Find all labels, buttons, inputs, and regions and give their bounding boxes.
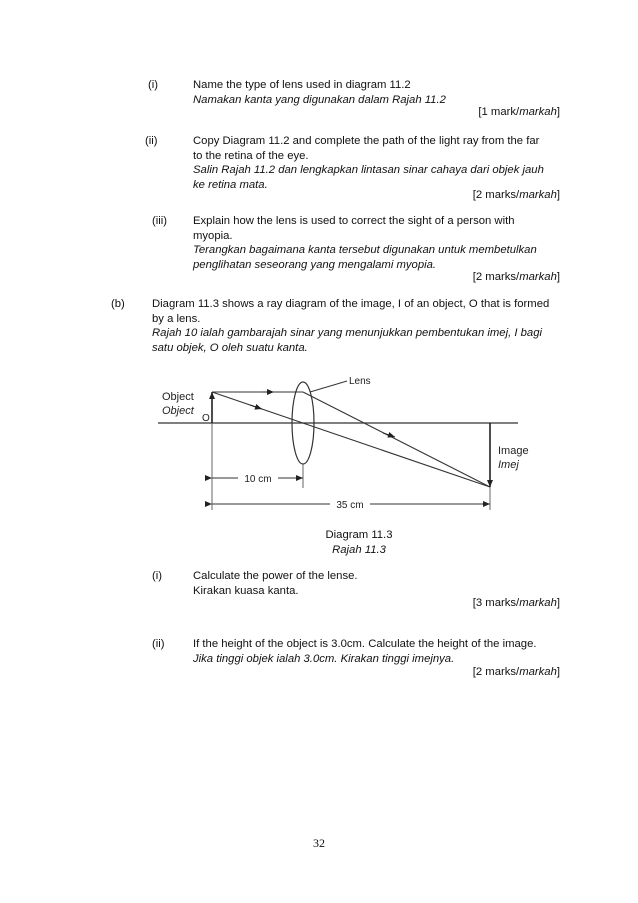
question-b-i-english: Calculate the power of the lense. [193, 570, 358, 582]
question-a-ii-malay-2: ke retina mata. [193, 178, 268, 191]
question-b-text [152, 297, 572, 355]
question-b-malay-2: satu objek, O oleh suatu kanta. [152, 341, 308, 354]
question-a-i-english: Name the type of lens used in diagram 11.2 [193, 79, 411, 91]
refracted-ray [303, 392, 490, 487]
question-a-ii-label: (ii) [145, 135, 158, 147]
lens-label: Lens [349, 376, 371, 387]
question-a-iii-english-1: Explain how the lens is used to correct the sight of a person with [193, 215, 515, 227]
question-a-iii-text [193, 214, 563, 272]
refracted-ray-arrow [383, 433, 395, 437]
question-a-iii-marks: [2 marks/markah] [472, 271, 560, 283]
question-b-i-text [193, 569, 563, 598]
question-a-ii-malay-1: Salin Rajah 11.2 dan lengkapkan lintasan sinar cahaya dari objek jauh [193, 164, 544, 176]
dimension-10cm-label: 10 cm [244, 474, 272, 485]
question-b-i-malay: Kirakan kuasa kanta. [193, 584, 299, 597]
image-label-en: Image [498, 445, 529, 457]
question-a-ii-english-2: to the retina of the eye. [193, 149, 309, 162]
question-a-i-label: (i) [148, 79, 159, 91]
centre-ray-arrow [250, 405, 262, 409]
object-o-label: O [202, 413, 210, 424]
question-a-i-malay: Namakan kanta yang digunakan dalam Rajah 11.2 [193, 93, 446, 106]
question-a-ii-text [193, 134, 563, 192]
question-b-ii-text [193, 637, 563, 666]
question-a-iii-malay-1: Terangkan bagaimana kanta tersebut digunakan untuk membetulkan [193, 244, 537, 256]
question-a-iii-label: (iii) [152, 215, 168, 227]
diagram-caption-en: Diagram 11.3 [325, 529, 393, 541]
page-number: 32 [313, 836, 325, 850]
question-b-ii-english: If the height of the object is 3.0cm. Calculate the height of the image. [193, 638, 537, 650]
diagram-caption [299, 528, 419, 557]
question-b-ii-marks: [2 marks/markah] [472, 666, 560, 678]
question-a-ii-marks: [2 marks/markah] [472, 189, 560, 201]
question-b-label: (b) [111, 298, 125, 310]
question-a-i-marks: [1 mark/markah] [478, 106, 560, 118]
question-b-ii-malay: Jika tinggi objek ialah 3.0cm. Kirakan tinggi imejnya. [193, 652, 455, 665]
question-b-i-marks: [3 marks/markah] [472, 597, 560, 609]
dimension-35cm-label: 35 cm [336, 500, 364, 511]
object-label-en: Object [162, 391, 194, 403]
image-label-ms: Imej [498, 459, 519, 471]
question-a-i-text [193, 78, 563, 107]
question-b-i-label: (i) [152, 570, 163, 582]
lens-leader [310, 381, 347, 392]
object-label-ms: Object [162, 405, 194, 417]
question-b-malay-1: Rajah 10 ialah gambarajah sinar yang menunjukkan pembentukan imej, I bagi [152, 327, 542, 339]
question-a-iii-malay-2: penglihatan seseorang yang mengalami myopia. [193, 258, 437, 271]
ray-diagram [150, 370, 530, 520]
question-a-ii-english-1: Copy Diagram 11.2 and complete the path of the light ray from the far [193, 135, 540, 147]
question-b-english-1: Diagram 11.3 shows a ray diagram of the image, I of an object, O that is formed [152, 298, 550, 310]
diagram-caption-ms: Rajah 11.3 [332, 543, 386, 556]
question-b-ii-label: (ii) [152, 638, 165, 650]
question-a-iii-english-2: myopia. [193, 229, 233, 242]
question-b-english-2: by a lens. [152, 312, 201, 325]
